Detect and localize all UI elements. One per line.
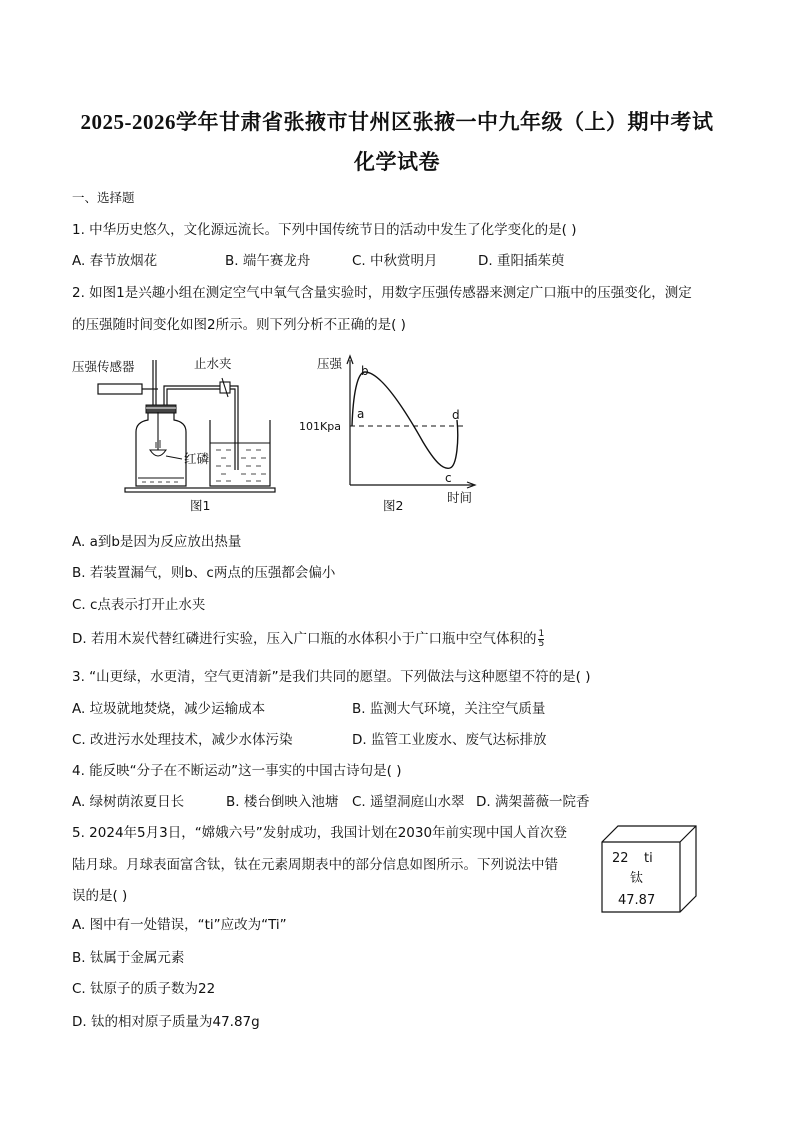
q2-stem-line1: 2. 如图1是兴趣小组在测定空气中氧气含量实验时，用数字压强传感器来测定广口瓶中的压强变化，测定 [72, 285, 692, 301]
q5-option-c: C. 钛原子的质子数为22 [72, 981, 216, 997]
x-axis-label: 时间 [447, 490, 473, 505]
q2-stem-line2: 的压强随时间变化如图2所示。则下列分析不正确的是( ) [72, 317, 406, 333]
figure-1-caption: 图1 [190, 498, 211, 513]
element-name: 钛 [630, 871, 644, 886]
figure-2-pressure-curve [295, 350, 495, 520]
label-pressure-sensor: 压强传感器 [72, 359, 135, 374]
beaker [210, 420, 270, 486]
q3-option-b: B. 监测大气环境，关注空气质量 [352, 701, 546, 717]
point-b-label: b [361, 364, 369, 378]
q1-option-b: B. 端午赛龙舟 [225, 253, 311, 269]
q4-option-a: A. 绿树荫浓夏日长 [72, 794, 185, 810]
point-d-label: d [452, 408, 460, 422]
point-a-label: a [357, 407, 365, 421]
q3-option-a: A. 垃圾就地焚烧，减少运输成本 [72, 701, 266, 717]
q1-option-d: D. 重阳插茱萸 [478, 253, 565, 269]
q5-option-d: D. 钛的相对原子质量为47.87g [72, 1014, 260, 1030]
q2-option-d-line [72, 627, 544, 649]
q1-option-c: C. 中秋赏明月 [352, 253, 438, 269]
q5-option-a: A. 图中有一处错误，“ti”应改为“Ti” [72, 917, 287, 933]
q3-option-d: D. 监管工业废水、废气达标排放 [352, 732, 547, 748]
atomic-mass: 47.87 [618, 893, 656, 908]
q2-option-c: C. c点表示打开止水夹 [72, 597, 206, 613]
q5-option-b: B. 钛属于金属元素 [72, 950, 185, 966]
q4-option-b: B. 楼台倒映入池塘 [226, 794, 339, 810]
q1-option-a: A. 春节放烟花 [72, 253, 158, 269]
q3-option-c: C. 改进污水处理技术，减少水体污染 [72, 732, 293, 748]
element-symbol: ti [644, 851, 653, 866]
q5-stem-line1: 5. 2024年5月3日，“嫦娥六号”发射成功，我国计划在2030年前实现中国人首次登 [72, 825, 568, 841]
label-water-clamp: 止水夹 [194, 356, 232, 371]
water-clamp [220, 378, 230, 397]
pressure-curve [352, 372, 458, 468]
point-c-label: c [445, 471, 452, 485]
q5-stem-line3: 误的是( ) [72, 888, 128, 904]
element-cell-titanium [600, 820, 700, 916]
exam-title-line1: 2025-2026学年甘肃省张掖市甘州区张掖一中九年级（上）期中考试 [80, 110, 714, 134]
figure-1-apparatus [70, 350, 290, 520]
stopper [146, 405, 176, 413]
q4-option-c: C. 遥望洞庭山水翠 [352, 794, 465, 810]
q4-option-d: D. 满架蔷薇一院香 [476, 794, 590, 810]
q2-option-b: B. 若装置漏气，则b、c两点的压强都会偏小 [72, 565, 336, 581]
q4-stem: 4. 能反映“分子在不断运动”这一事实的中国古诗句是( ) [72, 763, 402, 779]
q5-stem-line2: 陆月球。月球表面富含钛，钛在元素周期表中的部分信息如图所示。下列说法中错 [72, 857, 558, 873]
base-board [125, 488, 275, 492]
water-hatching [216, 450, 266, 481]
y-axis-label: 压强 [317, 356, 343, 371]
sensor-box [98, 384, 142, 394]
q1-stem: 1. 中华历史悠久，文化源远流长。下列中国传统节日的活动中发生了化学变化的是( ) [72, 222, 577, 238]
figure-2-caption: 图2 [383, 498, 404, 513]
exam-title-line2: 化学试卷 [354, 150, 440, 174]
label-red-phosphorus: 红磷 [184, 451, 210, 466]
q2-option-d: D. 若用木炭代替红磷进行实验，压入广口瓶的水体积小于广口瓶中空气体积的 [72, 631, 537, 647]
wide-mouth-bottle [136, 412, 186, 486]
ref-value-label: 101Kpa [299, 420, 341, 433]
q3-stem: 3. “山更绿，水更清，空气更清新”是我们共同的愿望。下列做法与这种愿望不符的是( ) [72, 669, 591, 685]
q2-option-a: A. a到b是因为反应放出热量 [72, 534, 242, 550]
atomic-number: 22 [612, 851, 629, 866]
section-heading: 一、选择题 [72, 190, 135, 205]
fraction-one-fifth: $\frac{1}{5}$ [538, 628, 545, 649]
